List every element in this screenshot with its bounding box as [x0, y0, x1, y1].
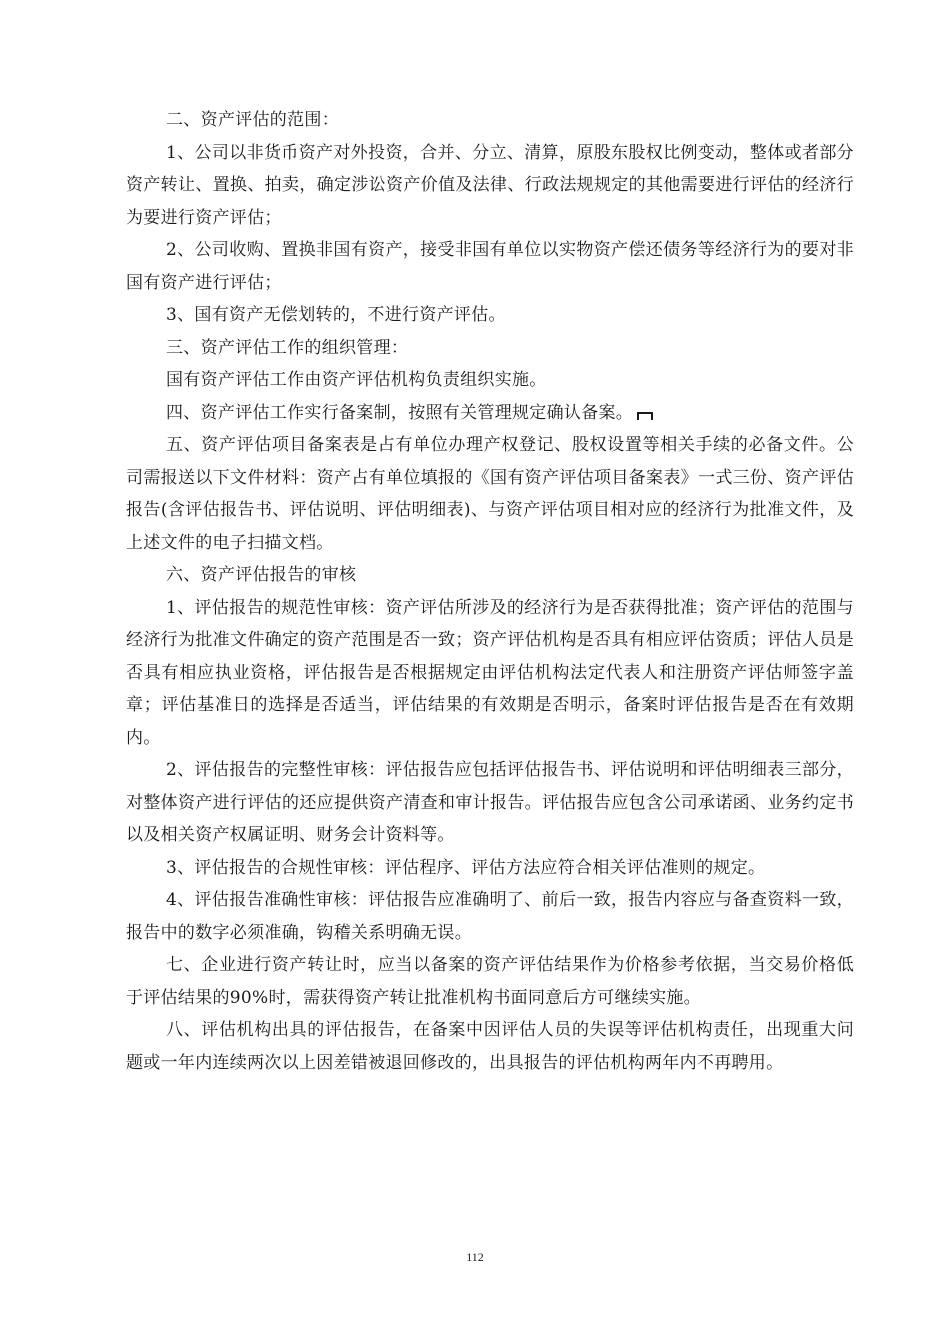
return-mark-icon [637, 412, 653, 420]
page-number: 112 [466, 1250, 484, 1264]
section-6-item-1: 1、评估报告的规范性审核：资产评估所涉及的经济行为是否获得批准；资产评估的范围与经济行为批准文件确定的资产范围是否一致；资产评估机构是否具有相应评估资质；评估人员是否具有相应执业资格，评估报告是否根据规定由评估机构法定代表人和注册资产评估师签字盖章；评估基准日的选择是否适当，评估结果的有效期是否明示，备案时评估报告是否在有效期内。 [126, 597, 854, 748]
section-6-item-4: 4、评估报告准确性审核：评估报告应准确明了、前后一致，报告内容应与备查资料一致，报告中的数字必须准确，钩稽关系明确无误。 [126, 890, 854, 943]
section-2-item-1: 1、公司以非货币资产对外投资，合并、分立、清算，原股东股权比例变动，整体或者部分资产转让、置换、拍卖，确定涉讼资产价值及法律、行政法规规定的其他需要进行评估的经济行为要进行资产评估； [126, 142, 854, 228]
section-4-paragraph [126, 397, 854, 430]
section-2-heading: 二、资产评估的范围： [166, 110, 339, 130]
section-3-heading: 三、资产评估工作的组织管理： [166, 337, 409, 358]
section-6-item-3: 3、评估报告的合规性审核：评估程序、评估方法应符合相关评估准则的规定。 [166, 857, 766, 878]
section-2-item-3: 3、国有资产无偿划转的，不进行资产评估。 [166, 305, 506, 325]
document-body [126, 104, 854, 1079]
section-5-paragraph: 五、资产评估项目备案表是占有单位办理产权登记、股权设置等相关手续的必备文件。公司需报送以下文件材料：资产占有单位填报的《国有资产评估项目备案表》一式三份、资产评估报告(含评估报告书、评估说明、评估明细表)、与资产评估项目相对应的经济行为批准文件，及上述文件的电子扫描文档。 [126, 435, 854, 553]
section-6-heading: 六、资产评估报告的审核 [166, 565, 357, 585]
section-6-item-2: 2、评估报告的完整性审核：评估报告应包括评估报告书、评估说明和评估明细表三部分，对整体资产进行评估的还应提供资产清查和审计报告。评估报告应包含公司承诺函、业务约定书以及相关资产权属证明、财务会计资料等。 [126, 760, 854, 845]
section-2-item-2: 2、公司收购、置换非国有资产，接受非国有单位以实物资产偿还债务等经济行为的要对非国有资产进行评估； [126, 240, 854, 293]
section-3-text: 国有资产评估工作由资产评估机构负责组织实施。 [166, 370, 547, 390]
section-4-text: 四、资产评估工作实行备案制，按照有关管理规定确认备案。 [166, 402, 634, 423]
section-8-paragraph: 八、评估机构出具的评估报告，在备案中因评估人员的失误等评估机构责任，出现重大问题或一年内连续两次以上因差错被退回修改的，出具报告的评估机构两年内不再聘用。 [126, 1020, 854, 1073]
section-7-paragraph: 七、企业进行资产转让时，应当以备案的资产评估结果作为价格参考依据，当交易价格低于评估结果的90%时，需获得资产转让批准机构书面同意后方可继续实施。 [126, 955, 854, 1008]
